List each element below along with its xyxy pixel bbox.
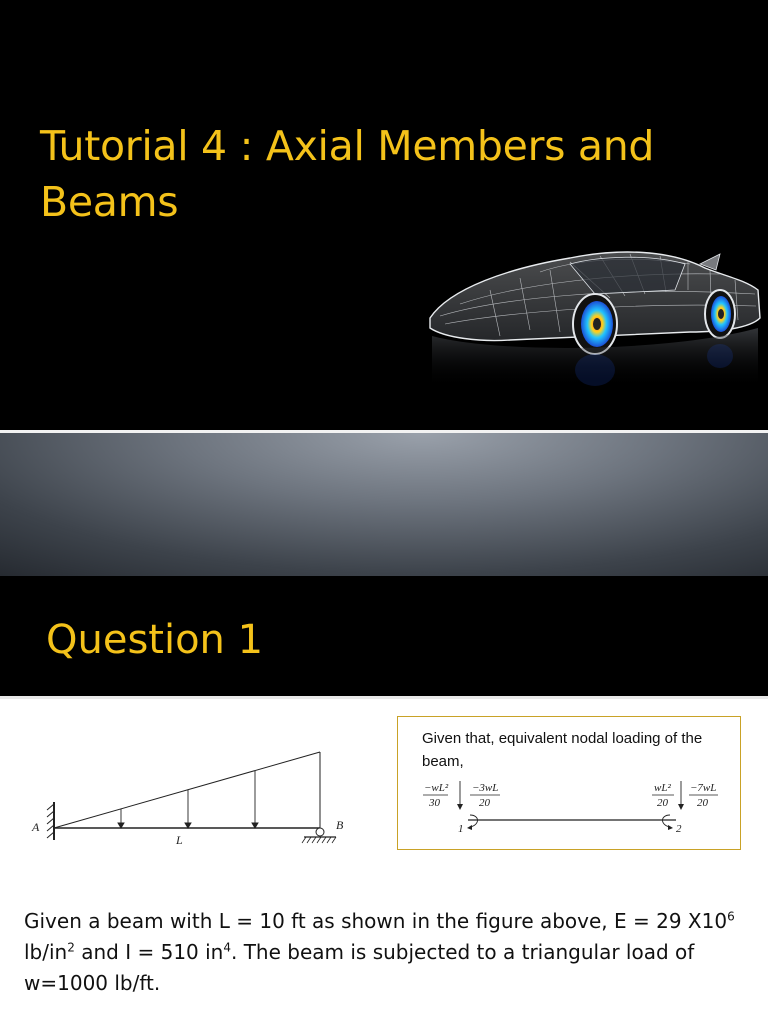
problem-statement (24, 906, 754, 999)
fraction-3-numerator: wL² (654, 782, 671, 794)
node-1-label: 1 (458, 823, 464, 835)
fraction-1-denominator: 30 (429, 797, 440, 809)
gradient-background-band (0, 433, 768, 576)
body-exponent-2: 2 (67, 940, 75, 955)
body-part-2: lb/in (24, 940, 68, 964)
front-wheel (573, 294, 617, 354)
rear-wheel (705, 290, 735, 338)
question-title: Question 1 (46, 617, 264, 663)
fraction-1-numerator: −wL² (424, 782, 449, 794)
fraction-4-denominator: 20 (697, 797, 708, 809)
fraction-2-denominator: 20 (479, 797, 490, 809)
wireframe-car-image (420, 228, 766, 408)
body-part-1: Given a beam with L = 10 ft as shown in the figure above, E = 29 X10 (24, 909, 728, 933)
body-part-4: . The beam is subjected to a triangular load of w=1000 lb/ft. (24, 940, 695, 995)
body-exponent-1: 6 (727, 909, 735, 924)
support-a-label: A (32, 820, 40, 834)
beam-diagram (30, 740, 360, 850)
fraction-4-numerator: −7wL (690, 782, 717, 794)
support-b-label: B (336, 818, 344, 832)
title-slide (0, 0, 768, 430)
slide-title: Tutorial 4 : Axial Members and Beams (40, 122, 655, 226)
body-exponent-3: 4 (223, 940, 231, 955)
nodal-loading-diagram (408, 779, 732, 845)
length-label: L (176, 833, 183, 847)
body-part-3: and I = 510 in (74, 940, 224, 964)
header-divider (0, 696, 768, 699)
given-text: Given that, equivalent nodal loading of the beam, (422, 730, 703, 770)
node-2-label: 2 (676, 823, 682, 835)
given-nodal-loading-box (397, 716, 741, 850)
fraction-3-denominator: 20 (657, 797, 668, 809)
fraction-2-numerator: −3wL (472, 782, 499, 794)
